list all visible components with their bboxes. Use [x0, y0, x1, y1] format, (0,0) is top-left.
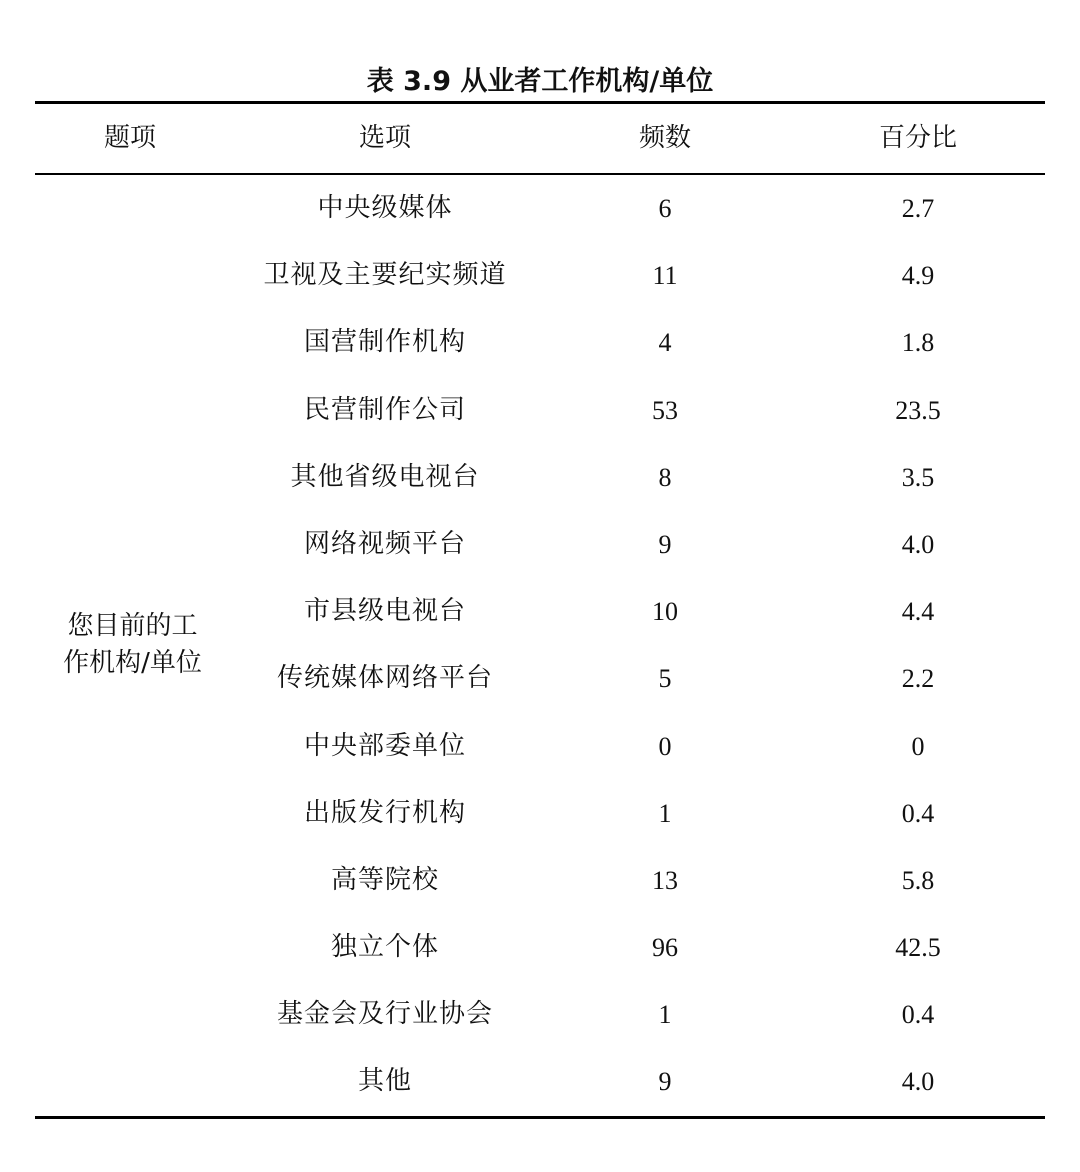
- option-cell: 基金会及行业协会: [276, 999, 493, 1030]
- frequency-cell: 11: [652, 261, 678, 291]
- table-row: [35, 377, 1045, 444]
- percent-cell: 3.5: [901, 462, 935, 492]
- table-row: [35, 578, 1045, 645]
- table-caption: 表 3.9 从业者工作机构/单位: [366, 66, 714, 97]
- percent-cell: 42.5: [895, 933, 941, 963]
- option-cell: 出版发行机构: [303, 797, 466, 828]
- table-bottom-rule: [35, 1116, 1045, 1119]
- table-row: [35, 444, 1045, 511]
- table-header: [35, 104, 1045, 173]
- table-body: [35, 175, 1045, 1116]
- question-line-1: 您目前的工: [67, 611, 198, 641]
- option-cell: 卫视及主要纪实频道: [263, 260, 507, 291]
- table-rows: [35, 175, 1045, 1116]
- frequency-cell: 13: [652, 865, 678, 895]
- percent-cell: 0.4: [901, 1000, 935, 1030]
- frequency-cell: 1: [658, 1000, 672, 1030]
- option-cell: 网络视频平台: [303, 528, 466, 559]
- percent-cell: 0: [911, 731, 925, 761]
- option-cell: 传统媒体网络平台: [276, 663, 493, 694]
- option-cell: 中央级媒体: [317, 193, 453, 223]
- header-question: 题项: [103, 123, 156, 153]
- frequency-cell: 5: [658, 664, 672, 694]
- option-cell: 其他省级电视台: [290, 461, 480, 492]
- question-line-2: 作机构/单位: [63, 648, 202, 678]
- percent-cell: 4.0: [901, 1067, 935, 1097]
- frequency-cell: 8: [658, 462, 672, 492]
- frequency-cell: 9: [658, 529, 672, 559]
- frequency-cell: 4: [658, 328, 672, 358]
- option-cell: 独立个体: [330, 932, 439, 963]
- header-option: 选项: [358, 123, 411, 153]
- option-cell: 国营制作机构: [303, 327, 466, 358]
- percent-cell: 4.0: [901, 529, 935, 559]
- percent-cell: 0.4: [901, 798, 935, 828]
- header-frequency: 频数: [638, 123, 691, 153]
- percent-cell: 2.2: [901, 664, 935, 694]
- table-row: [35, 1048, 1045, 1115]
- option-cell: 市县级电视台: [303, 596, 466, 627]
- frequency-cell: 9: [658, 1067, 672, 1097]
- frequency-cell: 10: [652, 597, 678, 627]
- percent-cell: 23.5: [895, 395, 941, 425]
- frequency-cell: 6: [658, 194, 672, 223]
- table-row: [35, 713, 1045, 780]
- frequency-cell: 0: [658, 731, 672, 761]
- table-row: [35, 309, 1045, 376]
- percent-cell: 2.7: [901, 194, 935, 223]
- percent-cell: 4.4: [901, 597, 935, 627]
- percent-cell: 1.8: [901, 328, 935, 358]
- header-percent: 百分比: [878, 123, 957, 153]
- table-row: [35, 645, 1045, 712]
- table-row: [35, 914, 1045, 981]
- table-row: [35, 175, 1045, 242]
- option-cell: 民营制作公司: [303, 394, 466, 425]
- frequency-cell: 53: [652, 395, 678, 425]
- percent-cell: 5.8: [901, 865, 935, 895]
- table-row: [35, 511, 1045, 578]
- frequency-cell: 96: [652, 933, 678, 963]
- table-row: [35, 780, 1045, 847]
- frequency-cell: 1: [658, 798, 672, 828]
- table-row: [35, 847, 1045, 914]
- table-row: [35, 981, 1045, 1048]
- percent-cell: 4.9: [901, 261, 935, 291]
- option-cell: 中央部委单位: [303, 730, 466, 761]
- option-cell: 高等院校: [330, 864, 439, 895]
- table-row: [35, 242, 1045, 309]
- option-cell: 其他: [357, 1066, 412, 1097]
